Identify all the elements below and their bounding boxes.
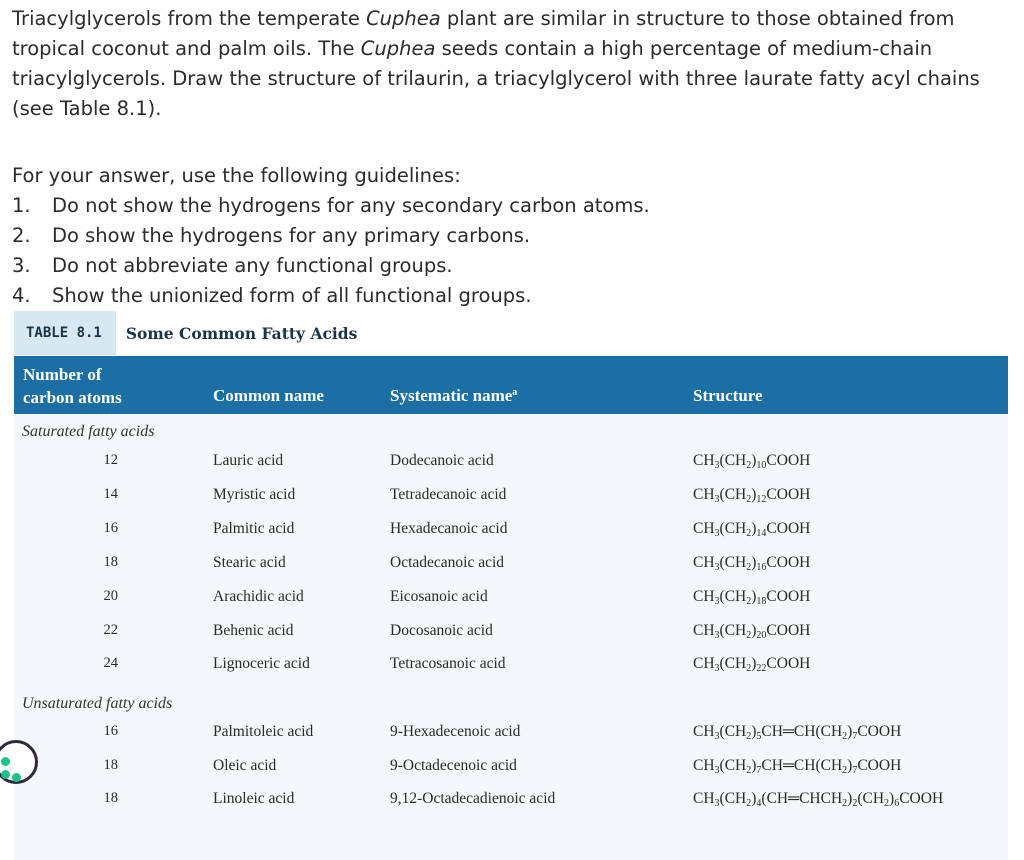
common-name-cell: Palmitoleic acid [213, 723, 314, 740]
structure-formula-cell: $CH_3(CH_2)_{10}COOH$ [693, 452, 811, 471]
common-name-cell: Arachidic acid [213, 588, 304, 605]
structure-formula-cell: $CH_3(CH_2)_{16}COOH$ [693, 554, 811, 573]
header-systematic-name: Systematic name$^a$ [390, 386, 518, 405]
common-name-cell: Myristic acid [213, 486, 296, 503]
carbon-count-cell: 14 [103, 486, 118, 502]
table-row [14, 655, 1008, 689]
guideline-item [12, 221, 1017, 251]
structure-formula-cell: $CH_3(CH_2)_{18}COOH$ [693, 588, 811, 607]
table-row [14, 520, 1008, 554]
carbon-count-cell: 22 [103, 622, 118, 638]
systematic-name-cell: Docosanoic acid [390, 622, 493, 639]
guideline-text: Show the unionized form of all functional groups. [52, 284, 532, 307]
carbon-count-cell: 16 [103, 723, 118, 739]
header-common-name: Common name [213, 386, 324, 405]
carbon-count-cell: 12 [103, 452, 118, 468]
guideline-item [12, 191, 1017, 221]
guideline-number: 1. [12, 194, 31, 217]
guideline-number: 2. [12, 224, 31, 247]
table-caption [14, 311, 1008, 355]
table-row [14, 757, 1008, 791]
systematic-name-cell: Octadecanoic acid [390, 554, 505, 571]
common-name-cell: Behenic acid [213, 622, 294, 639]
structure-formula-cell: $CH_3(CH_2)_5CH═CH(CH_2)_7COOH$ [693, 723, 902, 742]
section-saturated: Saturated fatty acids [22, 423, 155, 440]
systematic-name-cell: 9-Hexadecenoic acid [390, 723, 521, 740]
genus-name: Cuphea [366, 7, 441, 30]
header-structure: Structure [693, 386, 763, 405]
systematic-name-cell: Tetracosanoic acid [390, 655, 506, 672]
guideline-number: 4. [12, 284, 31, 307]
table-row [14, 790, 1008, 824]
guideline-list [12, 191, 1017, 311]
table-body [14, 414, 1008, 860]
guideline-item [12, 251, 1017, 281]
guideline-text: Do not abbreviate any functional groups. [52, 254, 453, 277]
common-name-cell: Lauric acid [213, 452, 284, 469]
carbon-count-cell: 18 [103, 790, 118, 806]
carbon-count-cell: 16 [103, 520, 118, 536]
table-title: Some Common Fatty Acids [125, 323, 358, 343]
guideline-header: For your answer, use the following guidelines: [12, 164, 461, 187]
guideline-item [12, 281, 1017, 311]
fatty-acids-table [14, 311, 1008, 860]
question-intro: Triacylglycerols from the temperate Cuphea plant are similar in structure to those obtained from tropical coconut and palm oils. The Cuphea seeds contain a high percentage of medium-chain triacylglycerols. Draw the structure of trilaurin, a triacylglycerol with three laurate fatty acyl chains (see Table 8.1). [12, 7, 980, 120]
table-row [14, 622, 1008, 656]
common-name-cell: Palmitic acid [213, 520, 295, 537]
structure-formula-cell: $CH_3(CH_2)_{12}COOH$ [693, 486, 811, 505]
systematic-name-cell: Tetradecanoic acid [390, 486, 507, 503]
carbon-count-cell: 24 [103, 655, 118, 671]
guideline-text: Do not show the hydrogens for any secondary carbon atoms. [52, 194, 650, 217]
header-carbon-atoms: Number of carbon atoms [23, 365, 122, 407]
guideline-number: 3. [12, 254, 31, 277]
systematic-name-cell: Eicosanoic acid [390, 588, 488, 605]
common-name-cell: Lignoceric acid [213, 655, 310, 672]
table-row [14, 486, 1008, 520]
table-row [14, 723, 1008, 757]
genus-name: Cuphea [360, 37, 436, 60]
table-header [14, 356, 1008, 414]
structure-formula-cell: $CH_3(CH_2)_4(CH═CHCH_2)_2(CH_2)_6COOH$ [693, 790, 944, 809]
structure-formula-cell: $CH_3(CH_2)_{22}COOH$ [693, 655, 811, 674]
section-unsaturated: Unsaturated fatty acids [22, 695, 173, 712]
carbon-count-cell: 18 [103, 554, 118, 570]
common-name-cell: Oleic acid [213, 757, 277, 774]
systematic-name-cell: Dodecanoic acid [390, 452, 494, 469]
carbon-count-cell: 20 [103, 588, 118, 604]
question-text [12, 4, 1017, 311]
table-label: TABLE 8.1 [14, 311, 116, 355]
carbon-count-cell: 18 [103, 757, 118, 773]
structure-formula-cell: $CH_3(CH_2)_{14}COOH$ [693, 520, 811, 539]
systematic-name-cell: Hexadecanoic acid [390, 520, 508, 537]
structure-formula-cell: $CH_3(CH_2)_{20}COOH$ [693, 622, 811, 641]
guideline-text: Do show the hydrogens for any primary carbons. [52, 224, 531, 247]
table-row [14, 588, 1008, 622]
common-name-cell: Linoleic acid [213, 790, 295, 807]
table-row [14, 554, 1008, 588]
systematic-name-cell: 9-Octadecenoic acid [390, 757, 517, 774]
table-row [14, 452, 1008, 486]
structure-formula-cell: $CH_3(CH_2)_7CH═CH(CH_2)_7COOH$ [693, 757, 902, 776]
common-name-cell: Stearic acid [213, 554, 286, 571]
systematic-name-cell: 9,12-Octadecadienoic acid [390, 790, 556, 807]
